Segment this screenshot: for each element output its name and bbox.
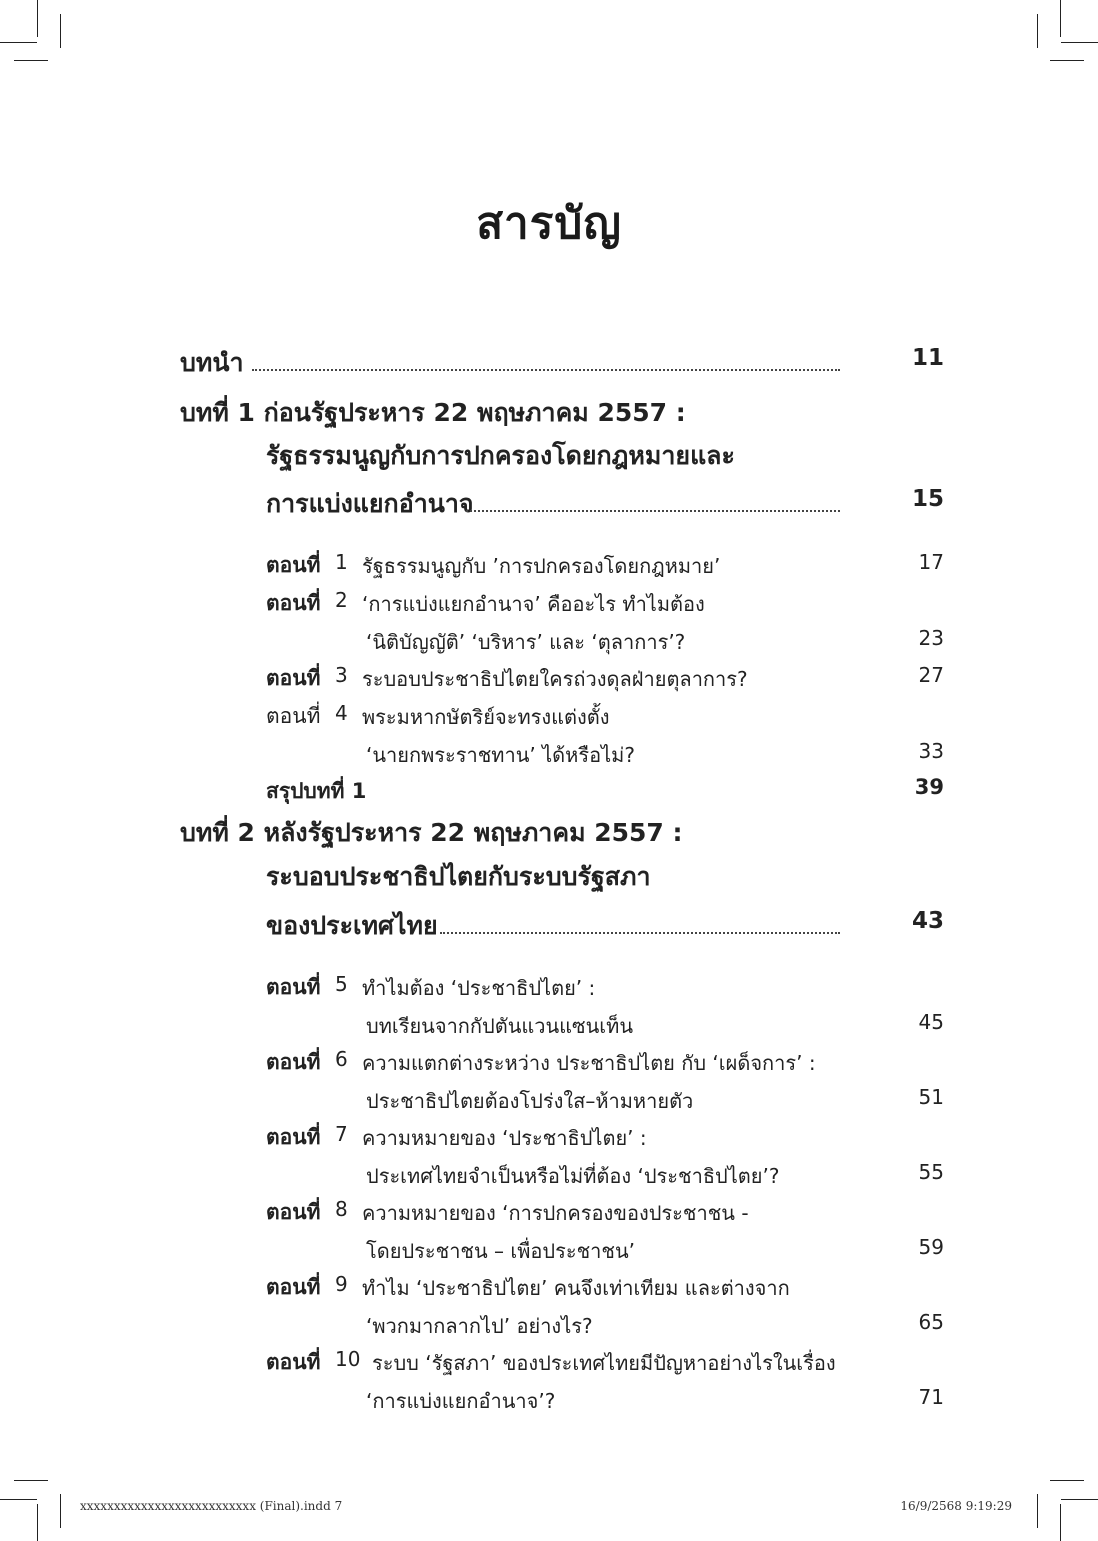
chapter-subtitle: ระบอบประชาธิปไตยกับระบบรัฐสภา: [266, 862, 651, 891]
dot-leader: [440, 932, 840, 934]
toc-episode-2[interactable]: [0, 587, 1098, 627]
episode-title: ทำไมต้อง ‘ประชาธิปไตย’ :: [362, 976, 596, 1000]
footer-file-name: xxxxxxxxxxxxxxxxxxxxxxxxxx (Final).indd 7: [80, 1499, 343, 1513]
episode-title: พระมหากษัตริย์จะทรงแต่งตั้ง: [362, 705, 610, 729]
toc-entry-label: บทนำ: [180, 348, 244, 377]
crop-mark-bottom-right-h: [1050, 1480, 1084, 1481]
episode-title-cont: ‘นิติบัญญัติ’ ‘บริหาร’ และ ‘ตุลาการ’?: [366, 630, 686, 654]
toc-chapter-1-line2: [0, 436, 1098, 476]
crop-mark-bottom-right-h2: [1061, 1499, 1098, 1500]
crop-mark-top-left-h2: [14, 60, 48, 61]
toc-page-number: 33: [918, 739, 944, 763]
toc-page-number: 39: [914, 775, 944, 799]
episode-number: 3: [335, 663, 348, 687]
toc-entry-intro[interactable]: [0, 343, 1098, 383]
toc-episode-2-cont: [0, 625, 1098, 665]
episode-title: ระบบ ‘รัฐสภา’ ของประเทศไทยมีปัญหาอย่างไรในเรื่อง: [372, 1351, 836, 1375]
toc-page-number: 71: [918, 1385, 944, 1409]
toc-episode-7-cont: [0, 1159, 1098, 1199]
toc-page-number: 51: [918, 1085, 944, 1109]
episode-title-cont: บทเรียนจากกัปตันแวนแซนเท็น: [366, 1014, 633, 1038]
episode-title: รัฐธรรมนูญกับ ’การปกครองโดยกฎหมาย’: [362, 554, 721, 578]
crop-mark-top-right-v2: [1037, 14, 1038, 48]
summary-label: สรุปบทที่ 1: [266, 779, 367, 803]
toc-episode-5-cont: [0, 1009, 1098, 1049]
toc-episode-9-cont: [0, 1309, 1098, 1349]
toc-page-number: 45: [918, 1010, 944, 1034]
footer-timestamp: 16/9/2568 9:19:29: [900, 1499, 1012, 1513]
toc-page-number: 27: [918, 663, 944, 687]
episode-title-cont: ‘นายกพระราชทาน’ ได้หรือไม่?: [366, 743, 635, 767]
episode-label: ตอนที่: [266, 1275, 321, 1299]
episode-number: 4: [335, 701, 348, 725]
episode-number: 9: [335, 1272, 348, 1296]
toc-episode-8-cont: [0, 1234, 1098, 1274]
episode-title: ความหมายของ ‘การปกครองของประชาชน -: [362, 1201, 749, 1225]
crop-mark-bottom-right-v2: [1037, 1494, 1038, 1528]
episode-number: 7: [335, 1122, 348, 1146]
toc-page-number: 17: [918, 550, 944, 574]
toc-chapter-1-line3[interactable]: [0, 484, 1098, 524]
page-title: สารบัญ: [476, 198, 622, 249]
toc-chapter-2-line3[interactable]: [0, 906, 1098, 946]
toc-episode-4[interactable]: [0, 700, 1098, 740]
toc-episode-10[interactable]: [0, 1346, 1098, 1386]
toc-episode-10-cont: [0, 1384, 1098, 1424]
episode-label: ตอนที่: [266, 666, 321, 690]
episode-title-cont: ‘พวกมากลากไป’ อย่างไร?: [366, 1314, 593, 1338]
crop-mark-top-left-v: [37, 0, 38, 37]
episode-label: ตอนที่: [266, 1125, 321, 1149]
episode-title: ‘การแบ่งแยกอำนาจ’ คืออะไร ทำไมต้อง: [362, 592, 705, 616]
episode-title-cont: ประเทศไทยจำเป็นหรือไม่ที่ต้อง ‘ประชาธิปไตย’?: [366, 1164, 780, 1188]
toc-page-number: 23: [918, 626, 944, 650]
crop-mark-top-left-h: [0, 42, 37, 43]
episode-label: ตอนที่: [266, 704, 321, 728]
episode-title: ทำไม ‘ประชาธิปไตย’ คนจึงเท่าเทียม และต่างจาก: [362, 1276, 790, 1300]
episode-number: 2: [335, 588, 348, 612]
episode-label: ตอนที่: [266, 1200, 321, 1224]
dot-leader: [252, 369, 840, 371]
crop-mark-bottom-left-h2: [0, 1499, 37, 1500]
crop-mark-bottom-left-v2: [60, 1494, 61, 1528]
episode-number: 5: [335, 972, 348, 996]
chapter-subtitle: การแบ่งแยกอำนาจ: [266, 489, 474, 518]
toc-episode-7[interactable]: [0, 1121, 1098, 1161]
crop-mark-bottom-right-v: [1060, 1504, 1061, 1541]
toc-page-number: 65: [918, 1310, 944, 1334]
toc-chapter-2-line1[interactable]: [0, 813, 1098, 853]
chapter-subtitle: รัฐธรรมนูญกับการปกครองโดยกฎหมายและ: [266, 441, 735, 470]
toc-chapter-1-line1[interactable]: [0, 393, 1098, 433]
toc-episode-3[interactable]: [0, 662, 1098, 702]
crop-mark-top-left-v2: [60, 14, 61, 48]
toc-page-number: 59: [918, 1235, 944, 1259]
toc-chapter-2-line2: [0, 857, 1098, 897]
toc-page-number: 43: [911, 908, 944, 934]
episode-title: ความหมายของ ‘ประชาธิปไตย’ :: [362, 1126, 647, 1150]
episode-number: 10: [335, 1347, 361, 1371]
crop-mark-top-right-v: [1060, 0, 1061, 37]
toc-episode-9[interactable]: [0, 1271, 1098, 1311]
episode-title-cont: ประชาธิปไตยต้องโปร่งใส–ห้ามหายตัว: [366, 1089, 694, 1113]
toc-episode-6-cont: [0, 1084, 1098, 1124]
episode-number: 8: [335, 1197, 348, 1221]
chapter-heading: บทที่ 2 หลังรัฐประหาร 22 พฤษภาคม 2557 :: [180, 818, 683, 847]
dot-leader: [466, 510, 840, 512]
episode-title-cont: โดยประชาชน – เพื่อประชาชน’: [366, 1239, 636, 1263]
toc-episode-4-cont: [0, 738, 1098, 778]
episode-title: ระบอบประชาธิปไตยใครถ่วงดุลฝ่ายตุลาการ?: [362, 667, 748, 691]
toc-page-number: 55: [918, 1160, 944, 1184]
episode-label: ตอนที่: [266, 591, 321, 615]
crop-mark-bottom-left-v: [37, 1504, 38, 1541]
toc-page-number: 11: [911, 345, 944, 371]
toc-episode-8[interactable]: [0, 1196, 1098, 1236]
episode-label: ตอนที่: [266, 553, 321, 577]
episode-label: ตอนที่: [266, 975, 321, 999]
episode-label: ตอนที่: [266, 1350, 321, 1374]
episode-label: ตอนที่: [266, 1050, 321, 1074]
chapter-heading: บทที่ 1 ก่อนรัฐประหาร 22 พฤษภาคม 2557 :: [180, 398, 686, 427]
episode-number: 1: [335, 550, 348, 574]
toc-episode-1[interactable]: [0, 549, 1098, 589]
toc-episode-5[interactable]: [0, 971, 1098, 1011]
toc-summary-1[interactable]: [0, 775, 1098, 815]
crop-mark-top-right-h: [1061, 42, 1098, 43]
toc-page-number: 15: [911, 486, 944, 512]
toc-episode-6[interactable]: [0, 1046, 1098, 1086]
episode-title-cont: ‘การแบ่งแยกอำนาจ’?: [366, 1389, 556, 1413]
episode-title: ความแตกต่างระหว่าง ประชาธิปไตย กับ ‘เผด็จการ’ :: [362, 1051, 816, 1075]
crop-mark-top-right-h2: [1050, 60, 1084, 61]
chapter-subtitle: ของประเทศไทย: [266, 911, 438, 940]
episode-number: 6: [335, 1047, 348, 1071]
crop-mark-bottom-left-h: [14, 1480, 48, 1481]
